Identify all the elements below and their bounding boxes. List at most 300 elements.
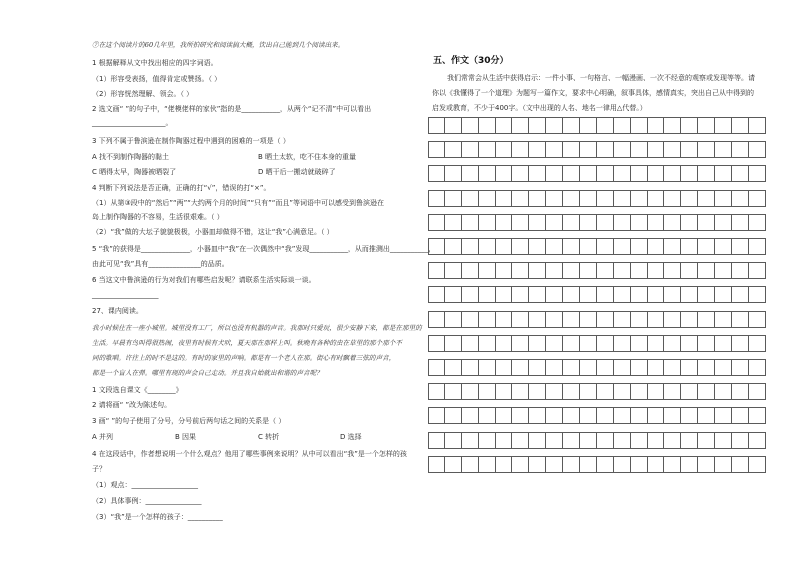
grid-cell[interactable] — [681, 190, 698, 207]
grid-cell[interactable] — [681, 214, 698, 231]
grid-cell[interactable] — [698, 359, 715, 376]
grid-cell[interactable] — [732, 359, 749, 376]
grid-cell[interactable] — [462, 407, 479, 424]
grid-cell[interactable] — [563, 407, 580, 424]
grid-cell[interactable] — [428, 262, 445, 279]
grid-cell[interactable] — [648, 190, 665, 207]
grid-cell[interactable] — [529, 335, 546, 352]
grid-cell[interactable] — [681, 335, 698, 352]
grid-cell[interactable] — [664, 335, 681, 352]
grid-cell[interactable] — [479, 165, 496, 182]
grid-cell[interactable] — [715, 335, 732, 352]
grid-cell[interactable] — [631, 456, 648, 473]
grid-cell[interactable] — [664, 432, 681, 449]
grid-cell[interactable] — [428, 190, 445, 207]
grid-cell[interactable] — [512, 311, 529, 328]
grid-cell[interactable] — [496, 335, 513, 352]
grid-cell[interactable] — [631, 335, 648, 352]
grid-cell[interactable] — [445, 117, 462, 134]
grid-cell[interactable] — [563, 311, 580, 328]
grid-cell[interactable] — [749, 335, 766, 352]
grid-cell[interactable] — [732, 214, 749, 231]
grid-cell[interactable] — [732, 238, 749, 255]
grid-cell[interactable] — [529, 311, 546, 328]
grid-cell[interactable] — [732, 165, 749, 182]
grid-cell[interactable] — [664, 165, 681, 182]
grid-cell[interactable] — [580, 383, 597, 400]
grid-cell[interactable] — [749, 286, 766, 303]
grid-cell[interactable] — [546, 335, 563, 352]
grid-cell[interactable] — [512, 238, 529, 255]
grid-cell[interactable] — [462, 456, 479, 473]
grid-cell[interactable] — [681, 407, 698, 424]
grid-cell[interactable] — [428, 359, 445, 376]
grid-cell[interactable] — [749, 407, 766, 424]
grid-cell[interactable] — [445, 407, 462, 424]
grid-cell[interactable] — [631, 165, 648, 182]
grid-cell[interactable] — [445, 286, 462, 303]
grid-cell[interactable] — [614, 190, 631, 207]
grid-cell[interactable] — [512, 383, 529, 400]
grid-cell[interactable] — [664, 286, 681, 303]
grid-cell[interactable] — [546, 214, 563, 231]
grid-cell[interactable] — [462, 165, 479, 182]
grid-cell[interactable] — [428, 335, 445, 352]
grid-cell[interactable] — [681, 165, 698, 182]
grid-cell[interactable] — [580, 407, 597, 424]
grid-cell[interactable] — [563, 238, 580, 255]
grid-cell[interactable] — [462, 190, 479, 207]
grid-cell[interactable] — [749, 165, 766, 182]
grid-cell[interactable] — [597, 335, 614, 352]
grid-cell[interactable] — [597, 214, 614, 231]
grid-cell[interactable] — [614, 141, 631, 158]
grid-cell[interactable] — [428, 456, 445, 473]
grid-cell[interactable] — [428, 407, 445, 424]
grid-cell[interactable] — [681, 286, 698, 303]
grid-cell[interactable] — [428, 238, 445, 255]
grid-cell[interactable] — [479, 407, 496, 424]
grid-cell[interactable] — [462, 383, 479, 400]
grid-cell[interactable] — [648, 286, 665, 303]
grid-cell[interactable] — [614, 407, 631, 424]
grid-cell[interactable] — [631, 238, 648, 255]
grid-cell[interactable] — [648, 238, 665, 255]
grid-cell[interactable] — [462, 286, 479, 303]
grid-cell[interactable] — [648, 432, 665, 449]
grid-cell[interactable] — [614, 456, 631, 473]
grid-cell[interactable] — [614, 359, 631, 376]
grid-cell[interactable] — [597, 117, 614, 134]
grid-cell[interactable] — [698, 432, 715, 449]
grid-cell[interactable] — [462, 214, 479, 231]
grid-cell[interactable] — [631, 117, 648, 134]
grid-cell[interactable] — [597, 432, 614, 449]
grid-cell[interactable] — [546, 262, 563, 279]
grid-cell[interactable] — [698, 286, 715, 303]
grid-cell[interactable] — [496, 141, 513, 158]
grid-cell[interactable] — [749, 311, 766, 328]
grid-cell[interactable] — [614, 335, 631, 352]
grid-cell[interactable] — [479, 311, 496, 328]
grid-cell[interactable] — [479, 359, 496, 376]
grid-cell[interactable] — [681, 262, 698, 279]
grid-cell[interactable] — [479, 238, 496, 255]
grid-cell[interactable] — [732, 335, 749, 352]
grid-cell[interactable] — [496, 165, 513, 182]
grid-cell[interactable] — [462, 141, 479, 158]
grid-cell[interactable] — [631, 383, 648, 400]
grid-cell[interactable] — [512, 190, 529, 207]
grid-cell[interactable] — [546, 432, 563, 449]
grid-cell[interactable] — [563, 190, 580, 207]
grid-cell[interactable] — [529, 141, 546, 158]
grid-cell[interactable] — [580, 311, 597, 328]
grid-cell[interactable] — [681, 238, 698, 255]
grid-cell[interactable] — [462, 262, 479, 279]
grid-cell[interactable] — [732, 262, 749, 279]
grid-cell[interactable] — [546, 238, 563, 255]
grid-cell[interactable] — [614, 286, 631, 303]
grid-cell[interactable] — [631, 141, 648, 158]
grid-cell[interactable] — [496, 383, 513, 400]
grid-cell[interactable] — [428, 311, 445, 328]
grid-cell[interactable] — [597, 165, 614, 182]
grid-cell[interactable] — [479, 117, 496, 134]
grid-cell[interactable] — [445, 190, 462, 207]
grid-cell[interactable] — [715, 190, 732, 207]
grid-cell[interactable] — [732, 383, 749, 400]
grid-cell[interactable] — [732, 311, 749, 328]
grid-cell[interactable] — [546, 286, 563, 303]
grid-cell[interactable] — [681, 311, 698, 328]
grid-cell[interactable] — [580, 456, 597, 473]
grid-cell[interactable] — [732, 456, 749, 473]
grid-cell[interactable] — [732, 117, 749, 134]
grid-cell[interactable] — [496, 262, 513, 279]
grid-cell[interactable] — [428, 165, 445, 182]
grid-cell[interactable] — [428, 214, 445, 231]
grid-cell[interactable] — [512, 359, 529, 376]
grid-cell[interactable] — [445, 165, 462, 182]
grid-cell[interactable] — [529, 432, 546, 449]
grid-cell[interactable] — [597, 262, 614, 279]
grid-cell[interactable] — [462, 335, 479, 352]
grid-cell[interactable] — [512, 214, 529, 231]
grid-cell[interactable] — [698, 165, 715, 182]
grid-cell[interactable] — [648, 214, 665, 231]
grid-cell[interactable] — [648, 359, 665, 376]
grid-cell[interactable] — [648, 262, 665, 279]
grid-cell[interactable] — [546, 359, 563, 376]
grid-cell[interactable] — [597, 456, 614, 473]
grid-cell[interactable] — [614, 262, 631, 279]
grid-cell[interactable] — [698, 383, 715, 400]
grid-cell[interactable] — [597, 286, 614, 303]
grid-cell[interactable] — [681, 359, 698, 376]
grid-cell[interactable] — [597, 190, 614, 207]
grid-cell[interactable] — [428, 383, 445, 400]
grid-cell[interactable] — [546, 407, 563, 424]
grid-cell[interactable] — [614, 238, 631, 255]
grid-cell[interactable] — [749, 383, 766, 400]
grid-cell[interactable] — [546, 117, 563, 134]
grid-cell[interactable] — [563, 456, 580, 473]
grid-cell[interactable] — [563, 432, 580, 449]
grid-cell[interactable] — [664, 383, 681, 400]
grid-cell[interactable] — [546, 141, 563, 158]
grid-cell[interactable] — [631, 311, 648, 328]
grid-cell[interactable] — [698, 407, 715, 424]
grid-cell[interactable] — [479, 214, 496, 231]
grid-cell[interactable] — [445, 214, 462, 231]
grid-cell[interactable] — [681, 117, 698, 134]
grid-cell[interactable] — [496, 238, 513, 255]
grid-cell[interactable] — [614, 214, 631, 231]
grid-cell[interactable] — [580, 262, 597, 279]
grid-cell[interactable] — [698, 190, 715, 207]
grid-cell[interactable] — [479, 141, 496, 158]
grid-cell[interactable] — [732, 190, 749, 207]
grid-cell[interactable] — [529, 359, 546, 376]
grid-cell[interactable] — [732, 286, 749, 303]
grid-cell[interactable] — [715, 262, 732, 279]
grid-cell[interactable] — [462, 238, 479, 255]
grid-cell[interactable] — [529, 165, 546, 182]
grid-cell[interactable] — [715, 117, 732, 134]
grid-cell[interactable] — [580, 190, 597, 207]
grid-cell[interactable] — [749, 238, 766, 255]
grid-cell[interactable] — [496, 214, 513, 231]
grid-cell[interactable] — [512, 262, 529, 279]
grid-cell[interactable] — [512, 117, 529, 134]
grid-cell[interactable] — [664, 311, 681, 328]
grid-cell[interactable] — [479, 335, 496, 352]
grid-cell[interactable] — [479, 286, 496, 303]
grid-cell[interactable] — [496, 286, 513, 303]
grid-cell[interactable] — [428, 141, 445, 158]
grid-cell[interactable] — [698, 117, 715, 134]
grid-cell[interactable] — [648, 407, 665, 424]
grid-cell[interactable] — [496, 407, 513, 424]
grid-cell[interactable] — [563, 359, 580, 376]
grid-cell[interactable] — [715, 165, 732, 182]
grid-cell[interactable] — [563, 214, 580, 231]
grid-cell[interactable] — [732, 432, 749, 449]
grid-cell[interactable] — [631, 407, 648, 424]
grid-cell[interactable] — [648, 335, 665, 352]
grid-cell[interactable] — [546, 456, 563, 473]
grid-cell[interactable] — [563, 383, 580, 400]
grid-cell[interactable] — [563, 141, 580, 158]
grid-cell[interactable] — [631, 432, 648, 449]
grid-cell[interactable] — [580, 141, 597, 158]
grid-cell[interactable] — [664, 117, 681, 134]
grid-cell[interactable] — [580, 117, 597, 134]
grid-cell[interactable] — [597, 238, 614, 255]
grid-cell[interactable] — [698, 311, 715, 328]
grid-cell[interactable] — [445, 141, 462, 158]
grid-cell[interactable] — [749, 190, 766, 207]
grid-cell[interactable] — [681, 432, 698, 449]
grid-cell[interactable] — [749, 117, 766, 134]
grid-cell[interactable] — [648, 311, 665, 328]
grid-cell[interactable] — [496, 190, 513, 207]
grid-cell[interactable] — [631, 286, 648, 303]
grid-cell[interactable] — [496, 432, 513, 449]
grid-cell[interactable] — [462, 117, 479, 134]
grid-cell[interactable] — [563, 165, 580, 182]
grid-cell[interactable] — [614, 117, 631, 134]
grid-cell[interactable] — [512, 432, 529, 449]
grid-cell[interactable] — [512, 286, 529, 303]
grid-cell[interactable] — [681, 141, 698, 158]
grid-cell[interactable] — [614, 165, 631, 182]
grid-cell[interactable] — [664, 359, 681, 376]
grid-cell[interactable] — [631, 262, 648, 279]
grid-cell[interactable] — [749, 214, 766, 231]
grid-cell[interactable] — [529, 286, 546, 303]
grid-cell[interactable] — [529, 407, 546, 424]
grid-cell[interactable] — [496, 117, 513, 134]
grid-cell[interactable] — [715, 214, 732, 231]
grid-cell[interactable] — [496, 359, 513, 376]
grid-cell[interactable] — [715, 286, 732, 303]
grid-cell[interactable] — [698, 456, 715, 473]
grid-cell[interactable] — [664, 407, 681, 424]
grid-cell[interactable] — [715, 456, 732, 473]
grid-cell[interactable] — [529, 117, 546, 134]
grid-cell[interactable] — [681, 456, 698, 473]
grid-cell[interactable] — [563, 262, 580, 279]
grid-cell[interactable] — [512, 407, 529, 424]
grid-cell[interactable] — [597, 141, 614, 158]
grid-cell[interactable] — [631, 359, 648, 376]
grid-cell[interactable] — [749, 432, 766, 449]
grid-cell[interactable] — [512, 165, 529, 182]
grid-cell[interactable] — [664, 238, 681, 255]
grid-cell[interactable] — [580, 335, 597, 352]
grid-cell[interactable] — [546, 311, 563, 328]
grid-cell[interactable] — [580, 432, 597, 449]
grid-cell[interactable] — [681, 383, 698, 400]
grid-cell[interactable] — [445, 432, 462, 449]
grid-cell[interactable] — [648, 456, 665, 473]
grid-cell[interactable] — [664, 141, 681, 158]
grid-cell[interactable] — [732, 407, 749, 424]
grid-cell[interactable] — [715, 359, 732, 376]
grid-cell[interactable] — [648, 117, 665, 134]
grid-cell[interactable] — [664, 214, 681, 231]
grid-cell[interactable] — [462, 432, 479, 449]
grid-cell[interactable] — [614, 432, 631, 449]
grid-cell[interactable] — [749, 262, 766, 279]
grid-cell[interactable] — [529, 238, 546, 255]
grid-cell[interactable] — [597, 383, 614, 400]
grid-cell[interactable] — [445, 456, 462, 473]
grid-cell[interactable] — [496, 456, 513, 473]
grid-cell[interactable] — [698, 141, 715, 158]
grid-cell[interactable] — [445, 262, 462, 279]
grid-cell[interactable] — [648, 165, 665, 182]
grid-cell[interactable] — [479, 456, 496, 473]
grid-cell[interactable] — [479, 432, 496, 449]
grid-cell[interactable] — [512, 141, 529, 158]
grid-cell[interactable] — [698, 238, 715, 255]
grid-cell[interactable] — [462, 359, 479, 376]
grid-cell[interactable] — [631, 190, 648, 207]
grid-cell[interactable] — [512, 335, 529, 352]
grid-cell[interactable] — [445, 383, 462, 400]
grid-cell[interactable] — [428, 286, 445, 303]
grid-cell[interactable] — [546, 165, 563, 182]
grid-cell[interactable] — [580, 359, 597, 376]
grid-cell[interactable] — [563, 117, 580, 134]
grid-cell[interactable] — [529, 190, 546, 207]
grid-cell[interactable] — [597, 407, 614, 424]
grid-cell[interactable] — [462, 311, 479, 328]
grid-cell[interactable] — [563, 286, 580, 303]
grid-cell[interactable] — [715, 383, 732, 400]
grid-cell[interactable] — [631, 214, 648, 231]
grid-cell[interactable] — [428, 432, 445, 449]
grid-cell[interactable] — [698, 335, 715, 352]
grid-cell[interactable] — [445, 311, 462, 328]
grid-cell[interactable] — [732, 141, 749, 158]
grid-cell[interactable] — [479, 262, 496, 279]
grid-cell[interactable] — [546, 190, 563, 207]
grid-cell[interactable] — [648, 141, 665, 158]
grid-cell[interactable] — [479, 383, 496, 400]
grid-cell[interactable] — [563, 335, 580, 352]
grid-cell[interactable] — [614, 311, 631, 328]
grid-cell[interactable] — [715, 141, 732, 158]
grid-cell[interactable] — [749, 359, 766, 376]
grid-cell[interactable] — [749, 141, 766, 158]
grid-cell[interactable] — [428, 117, 445, 134]
grid-cell[interactable] — [496, 311, 513, 328]
grid-cell[interactable] — [512, 456, 529, 473]
grid-cell[interactable] — [597, 359, 614, 376]
grid-cell[interactable] — [715, 311, 732, 328]
grid-cell[interactable] — [715, 407, 732, 424]
grid-cell[interactable] — [529, 383, 546, 400]
grid-cell[interactable] — [664, 456, 681, 473]
grid-cell[interactable] — [529, 456, 546, 473]
grid-cell[interactable] — [715, 238, 732, 255]
grid-cell[interactable] — [664, 190, 681, 207]
grid-cell[interactable] — [529, 262, 546, 279]
grid-cell[interactable] — [445, 335, 462, 352]
grid-cell[interactable] — [664, 262, 681, 279]
grid-cell[interactable] — [546, 383, 563, 400]
grid-cell[interactable] — [580, 214, 597, 231]
grid-cell[interactable] — [529, 214, 546, 231]
grid-cell[interactable] — [749, 456, 766, 473]
grid-cell[interactable] — [580, 286, 597, 303]
grid-cell[interactable] — [445, 238, 462, 255]
grid-cell[interactable] — [597, 311, 614, 328]
grid-cell[interactable] — [614, 383, 631, 400]
grid-cell[interactable] — [445, 359, 462, 376]
grid-cell[interactable] — [479, 190, 496, 207]
grid-cell[interactable] — [715, 432, 732, 449]
grid-cell[interactable] — [698, 262, 715, 279]
grid-cell[interactable] — [580, 238, 597, 255]
grid-cell[interactable] — [580, 165, 597, 182]
grid-cell[interactable] — [698, 214, 715, 231]
grid-cell[interactable] — [648, 383, 665, 400]
